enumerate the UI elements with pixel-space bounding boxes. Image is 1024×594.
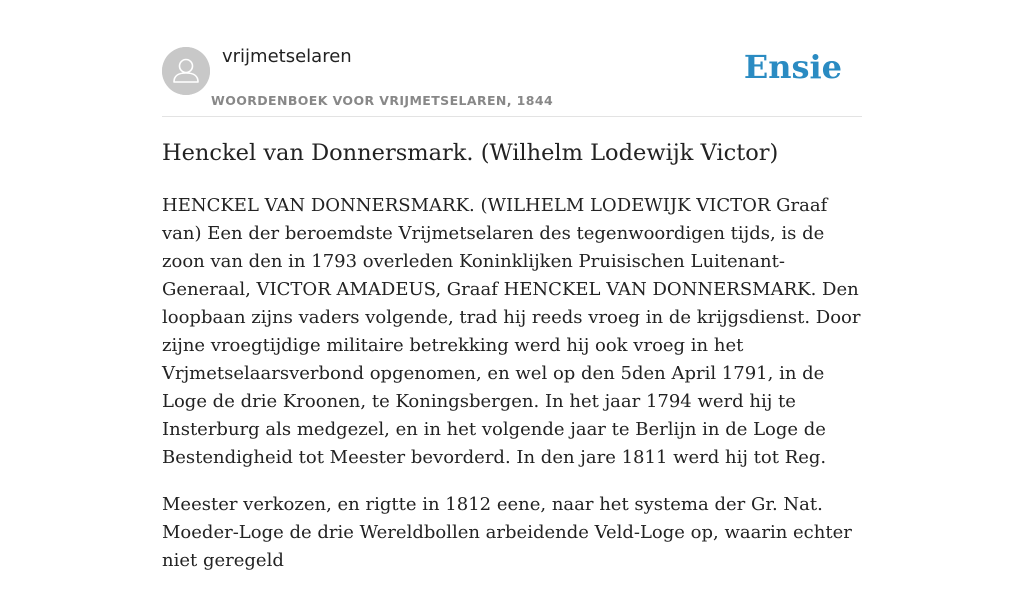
avatar[interactable]: [162, 47, 210, 95]
entry-header: [162, 0, 862, 117]
source-label[interactable]: WOORDENBOEK VOOR VRIJMETSELAREN, 1844: [211, 93, 554, 108]
article-paragraph: HENCKEL VAN DONNERSMARK. (WILHELM LODEWIJK VICTOR Graaf van) Een der beroemdste Vrijmetselaren des tegenwoordigen tijds, is de zoon van den in 1793 overleden Koninklijken Pruisischen Luitenant-Generaal, VICTOR AMADEUS, Graaf HENCKEL VAN DONNERSMARK. Den loopbaan zijns vaders volgende, trad hij reeds vroeg in de krijgsdienst. Door zijne vroegtijdige militaire betrekking werd hij ook vroeg in het Vrjmetselaarsverbond opgenomen, en wel op den 5den April 1791, in de Loge de drie Kroonen, te Koningsbergen. In het jaar 1794 werd hij te Insterburg als medgezel, en in het volgende jaar te Berlijn in de Loge de Bestendigheid tot Meester bevorderd. In den jare 1811 werd hij tot Reg.: [162, 195, 861, 468]
page: [162, 0, 862, 571]
article-body: [162, 192, 867, 594]
brand-logo[interactable]: Ensie: [743, 48, 842, 86]
page-title: Henckel van Donnersmark. (Wilhelm Lodewijk Victor): [162, 140, 779, 166]
article-paragraph: Meester verkozen, en rigtte in 1812 eene, naar het systema der Gr. Nat. Moeder-Loge de drie Wereldbollen arbeidende Veld-Loge op, waarin echter niet geregeld: [162, 494, 852, 571]
author-name[interactable]: vrijmetselaren: [222, 46, 352, 67]
user-icon: [162, 47, 210, 95]
